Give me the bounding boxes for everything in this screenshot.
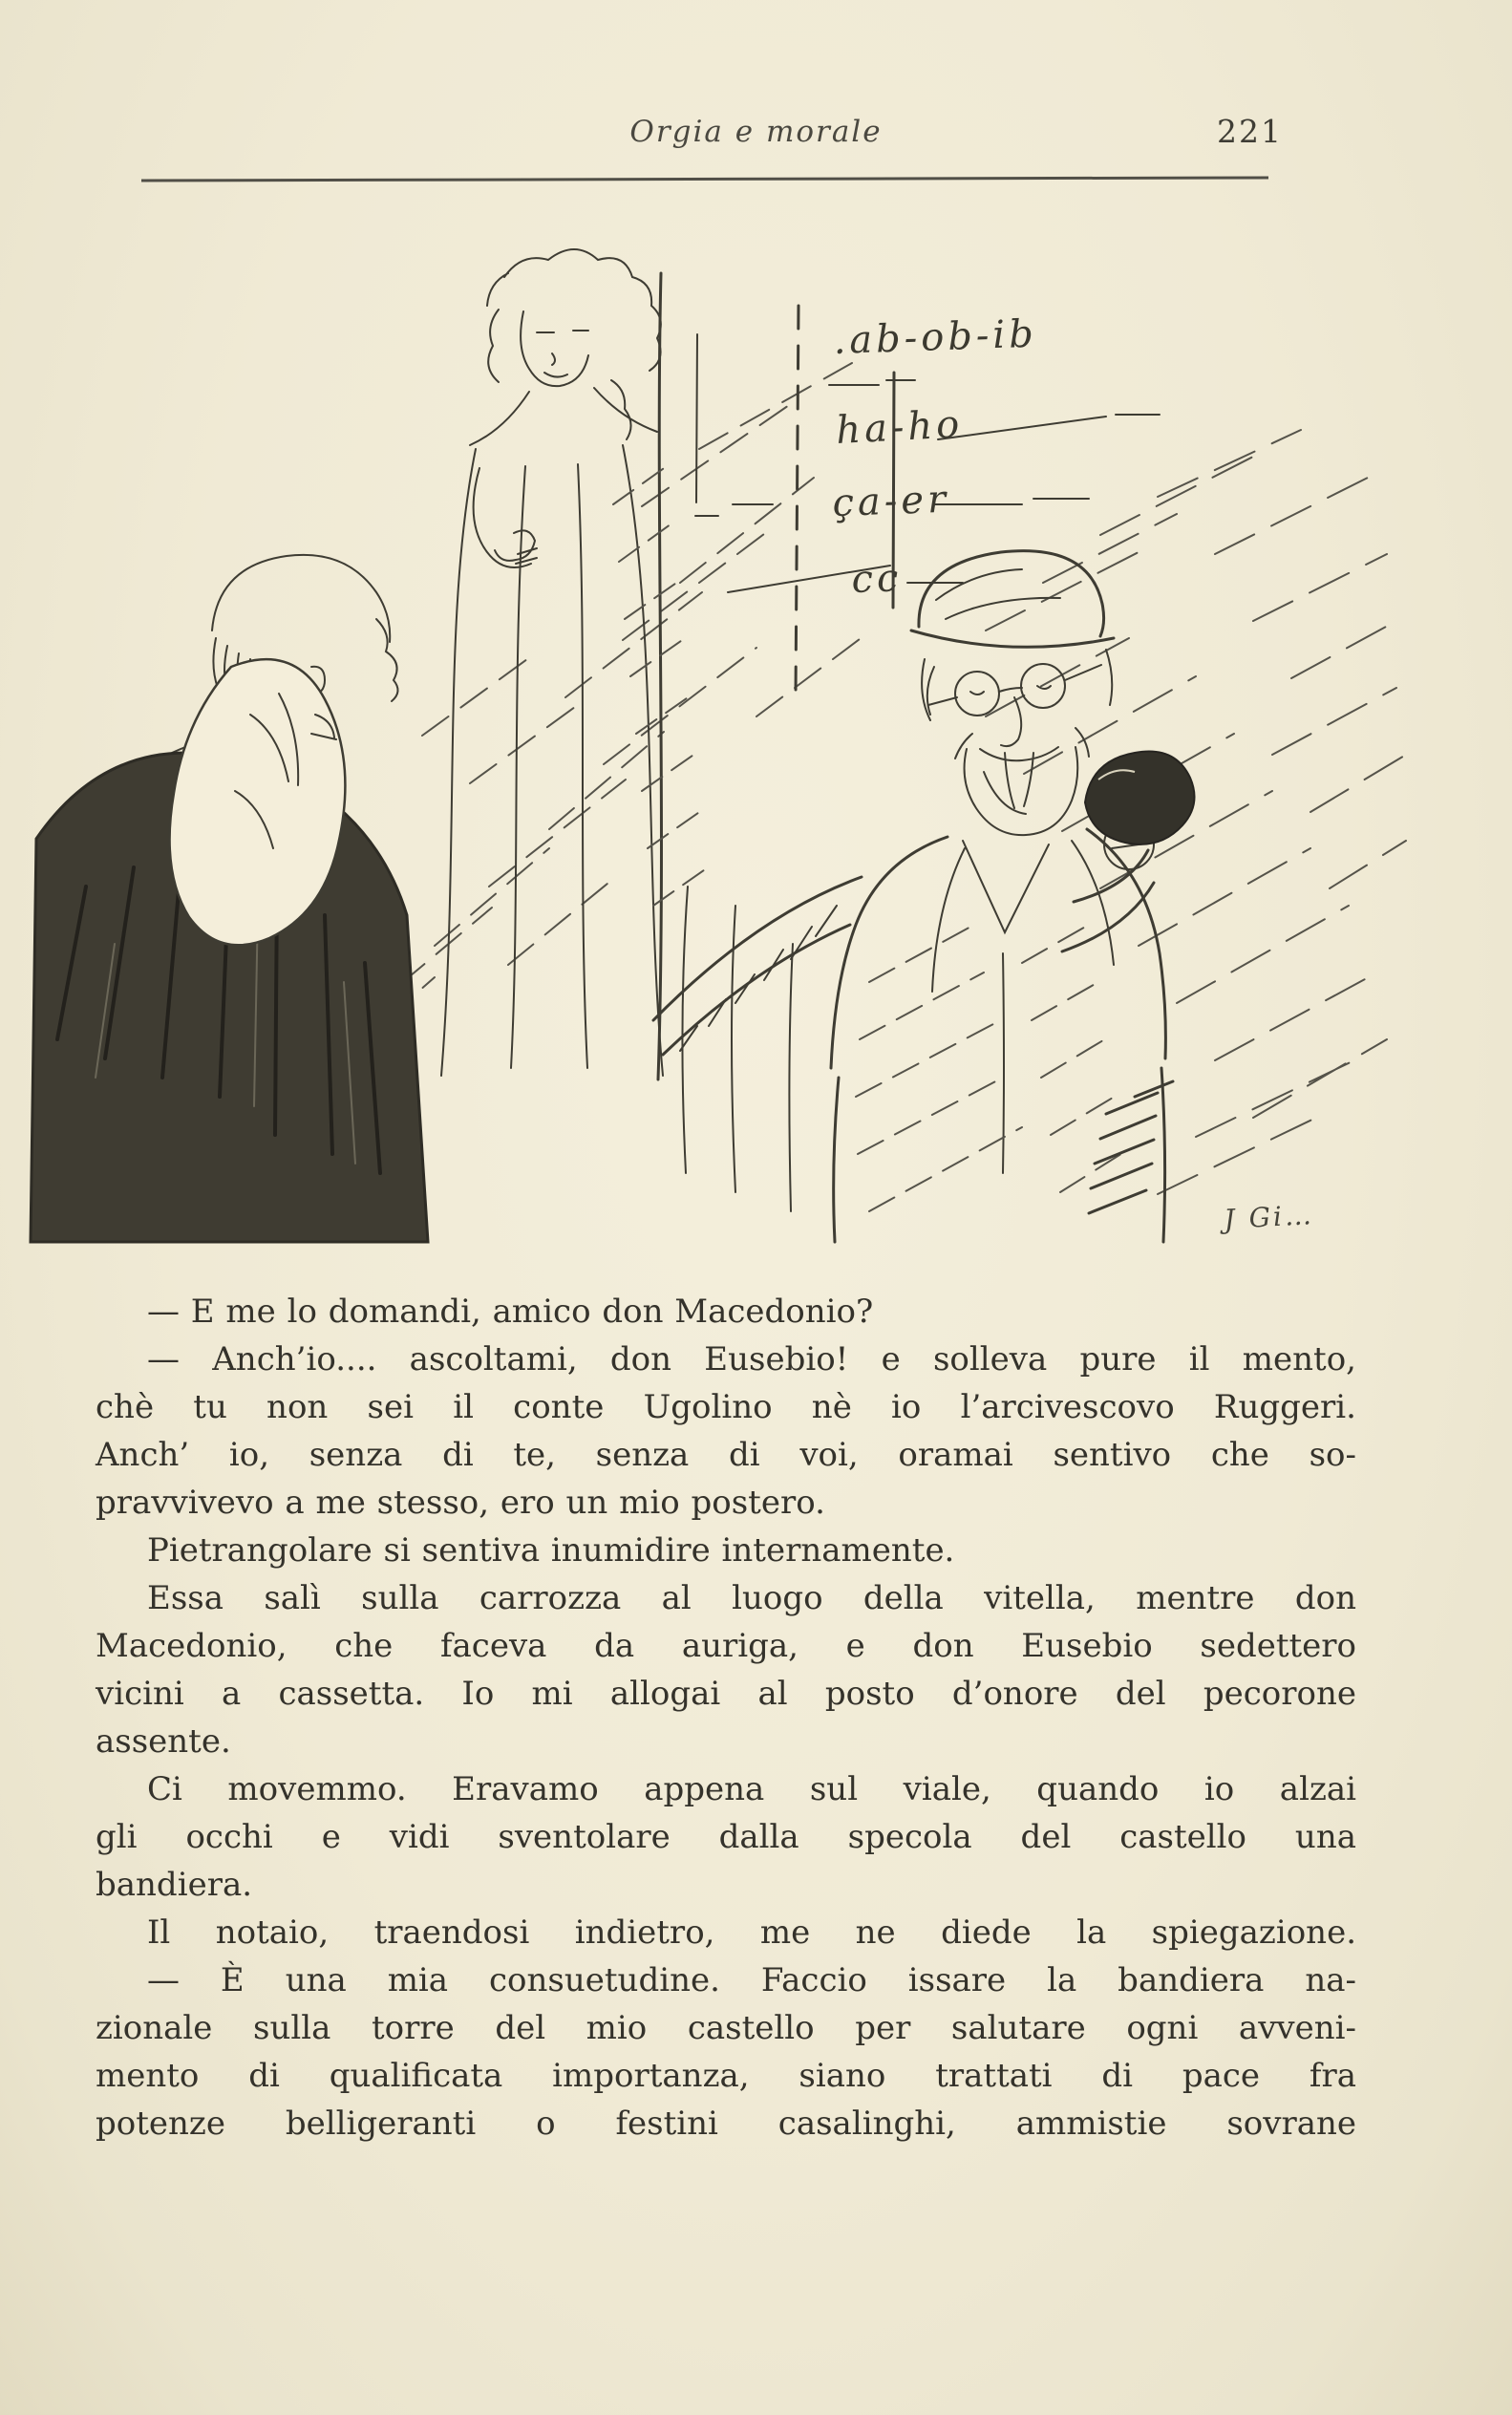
chalk-line-4: cc xyxy=(850,556,904,602)
running-title: Orgia e morale xyxy=(629,115,883,149)
page-header xyxy=(0,115,1512,149)
text-line-8: Macedonio, che faceva da auriga, e don Eusebio sedettero xyxy=(96,1627,1356,1665)
text-line-7: Essa salì sulla carrozza al luogo della vitella, mentre don xyxy=(147,1579,1356,1617)
text-line-5: pravvivevo a me stesso, ero un mio postero. xyxy=(96,1484,825,1522)
header-rule xyxy=(141,176,1268,182)
old-man-sketch xyxy=(653,551,1195,1242)
wall-hatching xyxy=(986,430,1406,1194)
text-line-15: — È una mia consuetudine. Faccio issare la bandiera na- xyxy=(147,1961,1356,1999)
text-line-9: vicini a cassetta. Io mi allogai al posto d’onore del pecorone xyxy=(96,1675,1356,1713)
page-number: 221 xyxy=(1217,113,1283,150)
wall-writing xyxy=(695,306,1160,695)
artist-signature: J Gi… xyxy=(1223,1199,1315,1235)
text-line-2: — Anch’io.... ascoltami, don Eusebio! e solleva pure il mento, xyxy=(147,1340,1356,1378)
text-line-14: Il notaio, traendosi indietro, me ne diede la spiegazione. xyxy=(147,1913,1356,1952)
text-line-17: mento di qualificata importanza, siano trattati di pace fra xyxy=(96,2057,1356,2095)
chalk-line-1: .ab-ob-ib xyxy=(832,311,1038,363)
dashed-guide-line xyxy=(796,306,799,695)
woman-sketch xyxy=(441,249,793,1211)
text-line-3: chè tu non sei il conte Ugolino nè io l’arcivescovo Ruggeri. xyxy=(96,1388,1356,1426)
chalk-line-3: ça-er xyxy=(831,477,950,525)
chalk-line-2: ha-ho xyxy=(835,402,965,453)
text-line-1: — E me lo domandi, amico don Macedonio? xyxy=(147,1293,874,1331)
text-line-13: bandiera. xyxy=(96,1866,253,1904)
text-line-16: zionale sulla torre del mio castello per salutare ogni avveni- xyxy=(96,2009,1356,2047)
beard xyxy=(955,728,1089,835)
left-man-sketch xyxy=(31,555,428,1242)
text-line-11: Ci movemmo. Eravamo appena sul viale, quando io alzai xyxy=(147,1770,1356,1808)
panel-lines xyxy=(658,273,894,1079)
illustration xyxy=(29,218,1414,1245)
text-line-18: potenze belligeranti o festini casalinghi, ammistie sovrane xyxy=(96,2105,1356,2143)
text-line-6: Pietrangolare si sentiva inumidire internamente. xyxy=(147,1531,955,1570)
dark-cloth xyxy=(1085,751,1195,844)
text-line-4: Anch’ io, senza di te, senza di voi, oramai sentivo che so- xyxy=(96,1436,1356,1474)
text-line-10: assente. xyxy=(96,1722,231,1761)
body-text xyxy=(96,1288,1356,2148)
raised-arm xyxy=(1062,850,1154,951)
text-line-12: gli occhi e vidi sventolare dalla specola del castello una xyxy=(96,1818,1356,1856)
